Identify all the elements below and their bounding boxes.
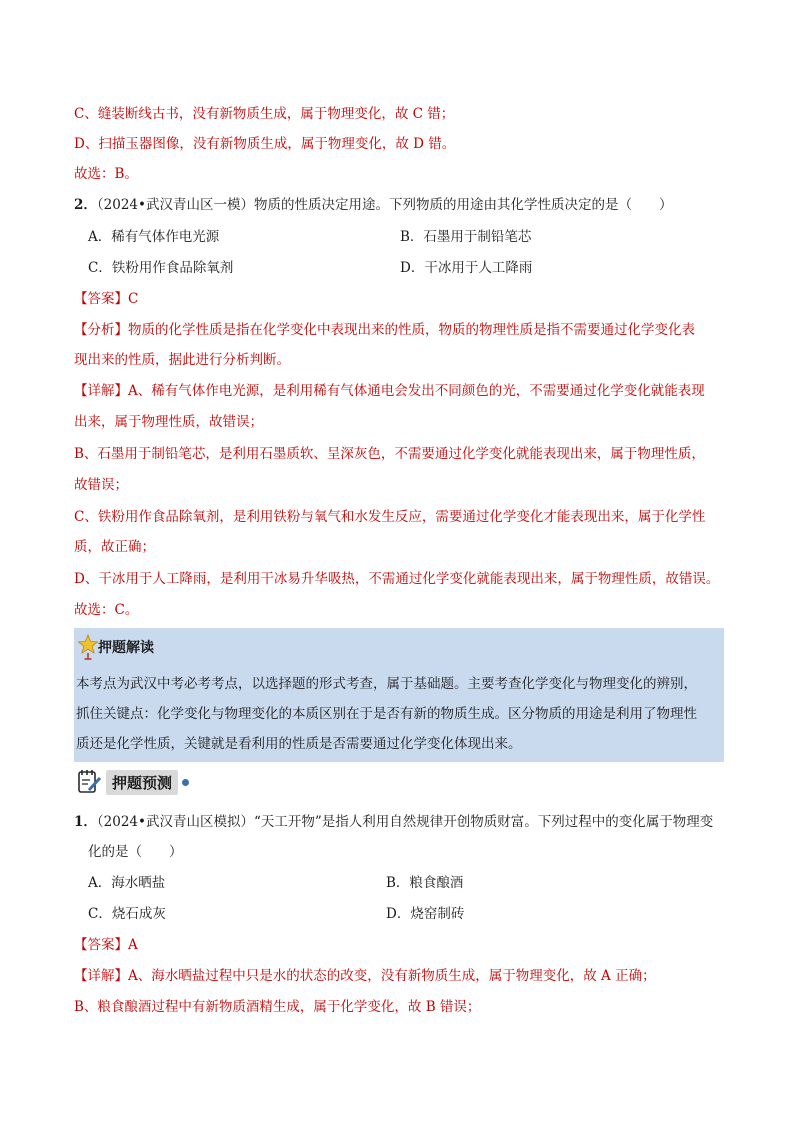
question-text: （2024•武汉青山区模拟）“天工开物”是指人利用自然规律开创物质财富。下列过程中的变化属于物理变 — [96, 814, 714, 830]
option-d: D．烧窑制砖 — [386, 906, 465, 922]
notepad-pencil-icon — [78, 769, 102, 795]
detail-a-line-2: 出来，属于物理性质，故错误； — [74, 414, 263, 430]
star-icon — [78, 634, 98, 660]
exam-reading-box — [74, 628, 724, 762]
option-a: A．稀有气体作电光源 — [88, 229, 220, 245]
detail-c-line-1: C、铁粉用作食品除氧剂，是利用铁粉与氧气和水发生反应，需要通过化学变化才能表现出来，属于化学性 — [74, 509, 706, 525]
explanation-d: D、扫描玉器图像，没有新物质生成，属于物理变化，故 D 错。 — [74, 136, 456, 152]
box-line-3: 质还是化学性质，关键就是看利用的性质是否需要通过化学变化体现出来。 — [76, 736, 522, 752]
final-choice: 故选：C。 — [74, 602, 139, 618]
option-c: C．烧石成灰 — [88, 906, 166, 922]
detail-a-line-1: 【详解】A、稀有气体作电光源，是利用稀有气体通电会发出不同颜色的光，不需要通过化学变化就能表现 — [74, 383, 705, 399]
question-text: （2024•武汉青山区一模）物质的性质决定用途。下列物质的用途由其化学性质决定的是（ ） — [96, 197, 673, 213]
option-b: B．石墨用于制铅笔芯 — [400, 229, 532, 245]
explanation-c: C、缝装断线古书，没有新物质生成，属于物理变化，故 C 错； — [74, 106, 455, 122]
section-heading — [78, 768, 189, 796]
question-number: 1． — [74, 814, 97, 830]
answer: 【答案】A — [74, 937, 138, 953]
option-c: C．铁粉用作食品除氧剂 — [88, 260, 234, 276]
option-b: B．粮食酿酒 — [386, 875, 464, 891]
detail-b: B、粮食酿酒过程中有新物质酒精生成，属于化学变化，故 B 错误； — [74, 999, 481, 1015]
detail-b-line-2: 故错误； — [74, 477, 128, 493]
detail-d: D、干冰用于人工降雨，是利用干冰易升华吸热，不需通过化学变化就能表现出来，属于物理性质，故错误。 — [74, 571, 720, 587]
option-d: D．干冰用于人工降雨 — [400, 260, 533, 276]
prediction-1-stem-1 — [74, 812, 713, 832]
final-choice: 故选：B。 — [74, 166, 138, 182]
box-line-2: 抓住关键点：化学变化与物理变化的本质区别在于是否有新的物质生成。区分物质的用途是利用了物理性 — [76, 706, 697, 722]
detail-a: 【详解】A、海水晒盐过程中只是水的状态的改变，没有新物质生成，属于物理变化，故 A 正确； — [74, 968, 656, 984]
box-title: 押题解读 — [98, 640, 154, 656]
bullet-dot-icon — [182, 779, 189, 786]
analysis-line-1: 【分析】物质的化学性质是指在化学变化中表现出来的性质，物质的物理性质是指不需要通过化学变化表 — [74, 322, 695, 338]
section-title: 押题预测 — [106, 770, 178, 795]
detail-c-line-2: 质，故正确； — [74, 539, 155, 555]
box-line-1: 本考点为武汉中考必考考点，以选择题的形式考查，属于基础题。主要考查化学变化与物理变化的辨别， — [76, 676, 697, 692]
prediction-1-stem-2: 化的是（ ） — [88, 844, 183, 860]
analysis-line-2: 现出来的性质，据此进行分析判断。 — [74, 352, 290, 368]
detail-b-line-1: B、石墨用于制铅笔芯，是利用石墨质软、呈深灰色，不需要通过化学变化就能表现出来，属于物理性质， — [74, 446, 705, 462]
question-2-stem — [74, 195, 672, 215]
option-a: A．海水晒盐 — [88, 875, 166, 891]
answer: 【答案】C — [74, 291, 139, 307]
question-number: 2． — [74, 197, 97, 213]
